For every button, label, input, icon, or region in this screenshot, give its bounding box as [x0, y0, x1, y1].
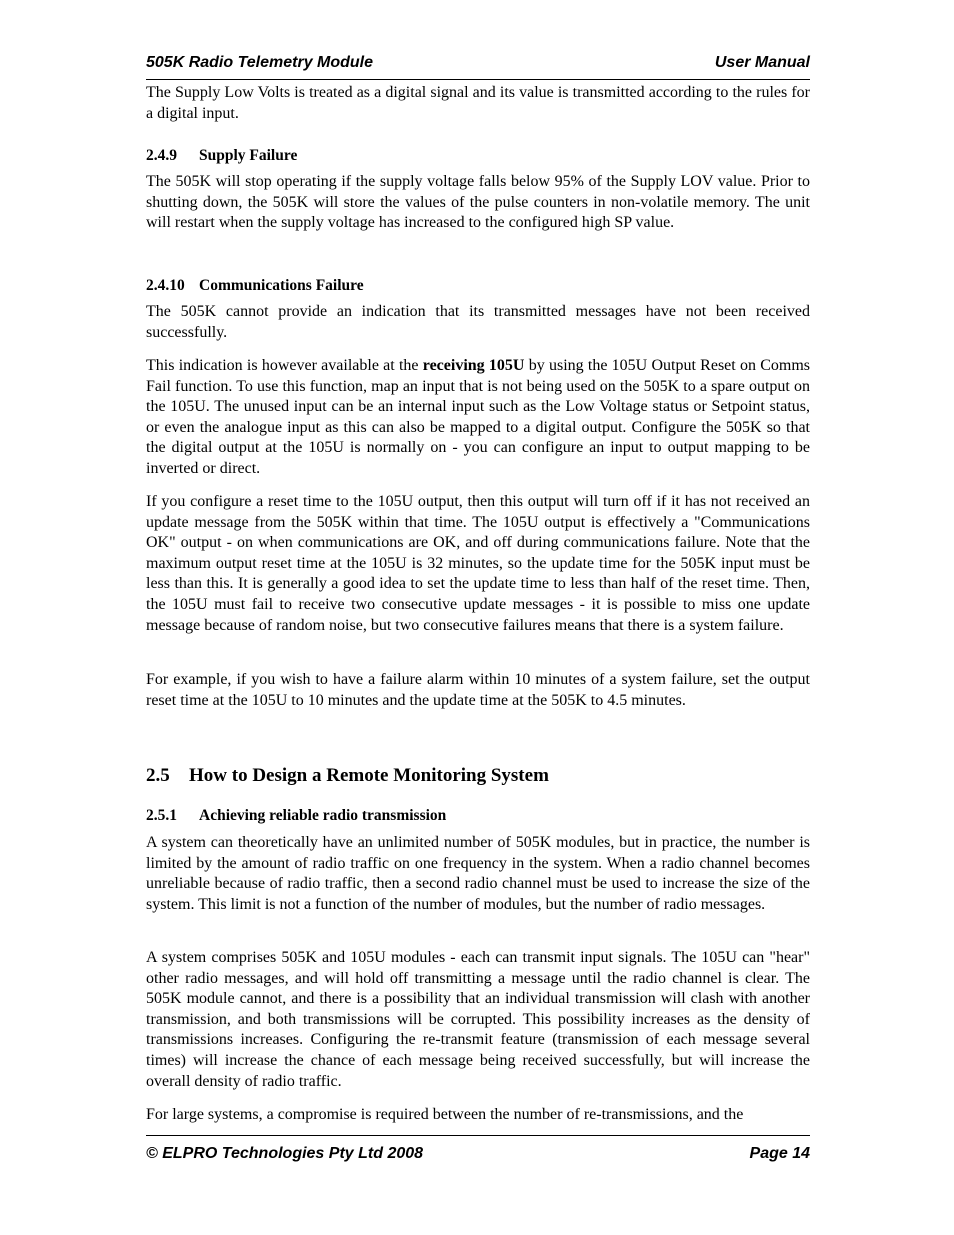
section-2-5-1	[146, 807, 810, 825]
intro-paragraph: The Supply Low Volts is treated as a digital signal and its value is transmitted according to the rules for a digital input.	[146, 84, 810, 122]
section-2-4-10-p2	[146, 356, 810, 480]
paragraph-text: by using the 105U Output Reset on Comms Fail function. To use this function, map an input that is not being used on the 505K to a spare output on the 105U. The unused input can be an internal input such as the Low Voltage status or Setpoint status, or even the analogue input as this can also be mapped to a digital output. Configure the 505K so that the digital output at the 105U is normally on - you can configure an input to output mapping to be inverted or direct.	[146, 357, 810, 477]
paragraph: The 505K will stop operating if the supply voltage falls below 95% of the Supply LOV value. Prior to shutting down, the 505K will store the values of the pulse counters in non-volatile memory. The unit will restart when the supply voltage has increased to the configured high SP value.	[146, 173, 810, 232]
paragraph: A system can theoretically have an unlimited number of 505K modules, but in practice, the number is limited by the amount of radio traffic on one frequency in the system. When a radio channel becomes unreliable because of radio traffic, then a second radio channel must be used to increase the size of the system. This limit is not a function of the number of modules, but the number of radio messages.	[146, 834, 810, 913]
section-title: Communications Failure	[199, 277, 364, 294]
section-title: Supply Failure	[199, 147, 298, 164]
paragraph: For example, if you wish to have a failure alarm within 10 minutes of a system failure, set the output reset time at the 105U to 10 minutes and the update time at the 505K to 4.5 minutes.	[146, 671, 810, 709]
paragraph: If you configure a reset time to the 105U output, then this output will turn off if it has not received an update message from the 505K within that time. The 105U output is effectively a "Communications OK" output - on when communications are OK, and off during communications failure. Note that the maximum output reset time at the 105U is 32 minutes, so the update time for the 505K input must be less than this. It is generally a good idea to set the update time to less than half of the reset time. Then, the 105U must fail to receive two consecutive update messages - it is possible to miss one update message because of random noise, but two consecutive failures means that there is a system failure.	[146, 493, 810, 634]
intro-block	[146, 83, 810, 124]
section-2-5-1-p2	[146, 948, 810, 1092]
section-number: 2.4.10	[146, 277, 185, 294]
section-2-5	[146, 765, 810, 787]
header-doc-type: User Manual	[714, 54, 810, 71]
section-heading	[146, 147, 810, 165]
page-footer	[146, 1135, 810, 1176]
section-2-4-10	[146, 277, 810, 295]
section-number: 2.4.9	[146, 147, 177, 164]
paragraph	[146, 356, 810, 480]
paragraph-text: This indication is however available at the	[146, 357, 423, 374]
section-number: 2.5.1	[146, 807, 177, 824]
section-2-5-1-p1	[146, 833, 810, 915]
footer-page-number: Page 14	[749, 1145, 810, 1162]
header-title: 505K Radio Telemetry Module	[146, 54, 374, 71]
section-2-5-1-p3	[146, 1105, 810, 1126]
section-2-4-10-p3	[146, 492, 810, 636]
section-2-4-10-p4	[146, 670, 810, 711]
section-heading	[146, 277, 810, 295]
paragraph: A system comprises 505K and 105U modules - each can transmit input signals. The 105U can "hear" other radio messages, and will hold off transmitting a message until the radio channel is clear. The 505K module cannot, and there is a possibility that an individual transmission will clash with another transmission, and both transmissions will be corrupted. This possibility increases as the density of transmissions increases. Configuring the re-transmit feature (transmission of each message several times) will increase the chance of each message being received successfully, but will increase the overall density of radio traffic.	[146, 949, 810, 1090]
section-title: Achieving reliable radio transmission	[199, 807, 447, 824]
section-title: How to Design a Remote Monitoring System	[189, 765, 549, 786]
section-2-4-9-body	[146, 172, 810, 234]
section-2-4-10-p1	[146, 302, 810, 343]
section-2-4-9	[146, 147, 810, 165]
footer-copyright: © ELPRO Technologies Pty Ltd 2008	[146, 1145, 424, 1162]
page-header	[146, 52, 810, 80]
section-heading	[146, 807, 810, 825]
section-heading	[146, 765, 810, 787]
paragraph: For large systems, a compromise is required between the number of re-transmissions, and the	[146, 1106, 744, 1123]
section-number: 2.5	[146, 765, 170, 786]
paragraph: The 505K cannot provide an indication that its transmitted messages have not been received successfully.	[146, 303, 810, 341]
paragraph-bold-text: receiving 105U	[422, 357, 525, 374]
